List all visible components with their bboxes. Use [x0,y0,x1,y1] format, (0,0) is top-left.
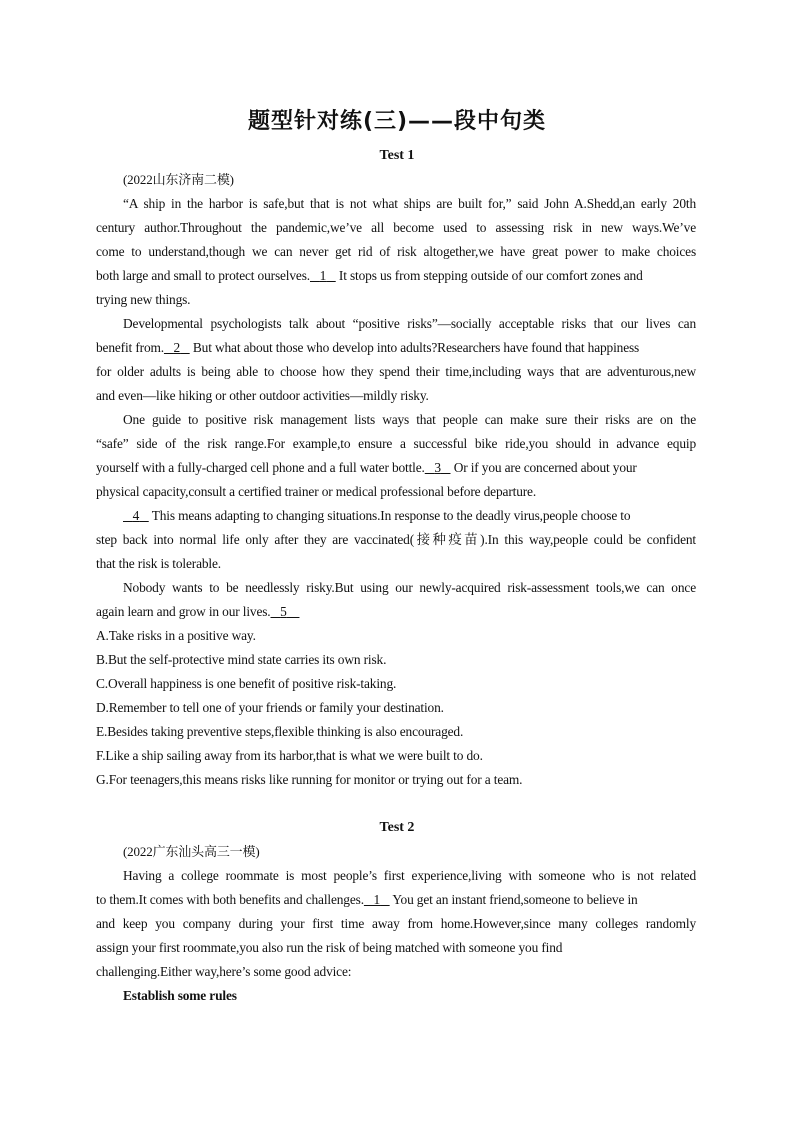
test-1-p2-line-4: and even—like hiking or other outdoor activities—mildly risky. [96,388,429,403]
test-1-p2-line-2 [96,339,696,357]
test-1-p4-text-a: This means adapting to changing situations.In response to the deadly virus,people choose to [151,508,631,523]
option-e: E.Besides taking preventive steps,flexible thinking is also encouraged. [96,724,464,739]
test-1-p4-line-2: step back into normal life only after they are vaccinated(接种疫苗).In this way,people could be confident [96,532,696,547]
test-2-p1-line-2 [96,891,696,909]
test-2-subheading: Establish some rules [123,988,237,1003]
test-1-p1-line-4 [96,267,696,285]
option-a: A.Take risks in a positive way. [96,628,256,643]
test-1-p3-line-1: One guide to positive risk management lists ways that people can make sure their risks are on the [123,412,696,427]
test-1-p3-line-2: “safe” side of the risk range.For example,to ensure a successful bike ride,you should in advance equip [96,436,696,451]
blank-number: 3 [434,460,441,475]
test-1-p1-line-3: come to understand,though we can never get rid of risk altogether,we have great power to make choices [96,244,696,259]
test-1-blank-4 [123,508,149,523]
test-1-p2-line-3: for older adults is being able to choose how they spend their time,including ways that are adventurous,new [96,364,696,379]
test-1-p3-line-4: physical capacity,consult a certified trainer or medical professional before departure. [96,484,537,499]
test-2-p1-line-3: and keep you company during your first time away from home.However,since many colleges randomly [96,916,696,931]
test-2-blank-1 [364,892,390,907]
test-1-p2-text-b: But what about those who develop into adults?Researchers have found that happiness [192,340,640,355]
test-1-blank-1 [310,268,336,283]
test-2-source: (2022广东汕头高三一模) [123,844,260,859]
test-1-blank-5 [271,604,300,619]
test-1-blank-3 [425,460,451,475]
test-1-p5-line-1: Nobody wants to be needlessly risky.But using our newly-acquired risk-assessment tools,we can once [123,580,696,595]
test-2-p1-text-a: to them.It comes with both benefits and challenges. [96,892,364,907]
blank-number: 2 [173,340,181,355]
test-1-p1-line-2: century author.Throughout the pandemic,we’ve all become used to assessing risk in new ways.We’ve [96,220,696,235]
test-1-p3-text-a: yourself with a fully-charged cell phone and a full water bottle. [96,460,425,475]
test-1-p1-text-b: It stops us from stepping outside of our comfort zones and [338,268,643,283]
test-1-p5-line-2 [96,603,696,621]
option-d: D.Remember to tell one of your friends or family your destination. [96,700,444,715]
test-1-p1-line-5: trying new things. [96,292,191,307]
test-1-p3-text-b: Or if you are concerned about your [453,460,637,475]
blank-number: 4 [132,508,140,523]
option-f: F.Like a ship sailing away from its harbor,that is what we were built to do. [96,748,483,763]
test-2-heading: Test 2 [379,820,415,835]
test-1-source: (2022山东济南二模) [123,172,234,187]
blank-number: 5 [280,604,287,619]
test-2-p1-text-b: You get an instant friend,someone to believe in [392,892,638,907]
test-2-p1-line-1: Having a college roommate is most people’s first experience,living with someone who is not related [123,868,696,883]
option-g: G.For teenagers,this means risks like running for monitor or trying out for a team. [96,772,523,787]
blank-number: 1 [319,268,327,283]
page-title: 题型针对练(三)——段中句类 [247,109,547,134]
test-1-heading: Test 1 [379,148,415,163]
test-1-p2-text-a: benefit from. [96,340,164,355]
option-b: B.But the self-protective mind state carries its own risk. [96,652,387,667]
test-1-blank-2 [164,340,190,355]
test-1-p5-text-a: again learn and grow in our lives. [96,604,271,619]
test-2-p1-line-5: challenging.Either way,here’s some good advice: [96,964,352,979]
blank-number: 1 [373,892,381,907]
test-1-p3-line-3 [96,459,696,477]
test-1-p4-line-3: that the risk is tolerable. [96,556,221,571]
test-1-p4-line-1 [123,507,696,525]
test-2-p2-line-1: Developmental psychologists talk about “positive risks”—socially acceptable risks that our lives can [123,316,696,331]
test-1-p1-text-a: both large and small to protect ourselves. [96,268,310,283]
option-c: C.Overall happiness is one benefit of positive risk-taking. [96,676,397,691]
test-1-p1-line-1: “A ship in the harbor is safe,but that is not what ships are built for,” said John A.Shedd,an early 20th [123,196,696,211]
test-2-p1-line-4: assign your first roommate,you also run the risk of being matched with someone you find [96,940,563,955]
